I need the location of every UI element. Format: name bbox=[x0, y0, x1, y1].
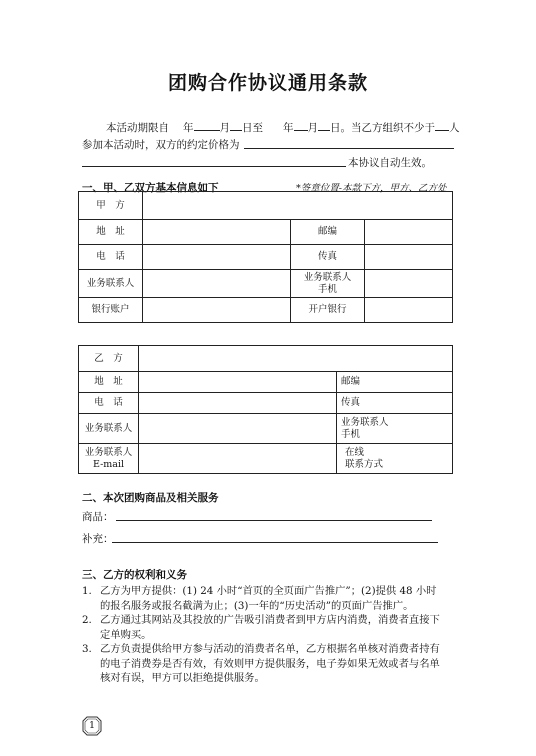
postcode-value[interactable] bbox=[365, 220, 453, 245]
contact-email-label: 业务联系人 E-mail bbox=[79, 444, 139, 474]
bank-label: 开户银行 bbox=[291, 298, 365, 323]
fax-value[interactable] bbox=[365, 245, 453, 270]
section-1-note: *签章位置-本款下方，甲方、乙方处 bbox=[296, 183, 447, 194]
fax-label: 传真 bbox=[337, 393, 453, 414]
blank-field[interactable] bbox=[318, 118, 330, 131]
section-1-heading: 一、甲、乙双方基本信息如下 bbox=[82, 182, 219, 194]
postcode-label: 邮编 bbox=[291, 220, 365, 245]
item-text: 乙方负责提供给甲方参与活动的消费者名单，乙方根据名单核对消费者持有 bbox=[100, 643, 440, 655]
address-label: 地 址 bbox=[79, 372, 139, 393]
person-label: 人 bbox=[449, 122, 460, 134]
party-b-value[interactable] bbox=[139, 346, 453, 372]
postcode-label: 邮编 bbox=[337, 372, 453, 393]
year-label: 年 bbox=[283, 122, 294, 134]
page-number-badge bbox=[82, 716, 102, 736]
contact-mobile-value[interactable] bbox=[365, 270, 453, 298]
list-item bbox=[82, 613, 472, 642]
item-text: 的电子消费券是否有效，有效则甲方提供服务，电子券如果无效或者与名单 bbox=[100, 657, 440, 670]
party-b-table bbox=[78, 345, 453, 474]
address-value[interactable] bbox=[139, 372, 337, 393]
contact-label: 业务联系人 bbox=[79, 270, 143, 298]
item-text: 乙方为甲方提供：(1) 24 小时“首页的全页面广告推广”；(2)提供 48 小时 bbox=[100, 585, 437, 597]
blank-field[interactable] bbox=[230, 118, 242, 131]
blank-field[interactable] bbox=[294, 118, 308, 131]
intro-line-1 bbox=[106, 118, 460, 137]
intro-text: 本活动期限自 bbox=[106, 122, 169, 134]
goods-blank-line[interactable] bbox=[116, 520, 432, 521]
contact-mobile-label: 业务联系人 手机 bbox=[337, 414, 453, 444]
intro-text: 日。当乙方组织不少于 bbox=[330, 122, 435, 134]
item-text: 的报名服务或报名截满为止；(3)一年的“历史活动”的页面广告推广。 bbox=[100, 599, 414, 612]
section-2-heading: 二、本次团购商品及相关服务 bbox=[82, 492, 219, 504]
address-label: 地 址 bbox=[79, 220, 143, 245]
item-number: 1. bbox=[82, 585, 92, 597]
blank-field[interactable] bbox=[194, 118, 220, 131]
intro-text: 参加本活动时，双方的约定价格为 bbox=[82, 139, 240, 151]
phone-label: 电 话 bbox=[79, 393, 139, 414]
item-text: 核对有误，甲方可以拒绝提供服务。 bbox=[100, 672, 265, 684]
list-item bbox=[82, 642, 472, 686]
contact-label: 业务联系人 bbox=[79, 414, 139, 444]
phone-label: 电 话 bbox=[79, 245, 143, 270]
party-a-table bbox=[78, 191, 453, 323]
party-a-value[interactable] bbox=[143, 192, 453, 220]
contact-value[interactable] bbox=[143, 270, 291, 298]
price-blank-line[interactable] bbox=[244, 148, 454, 149]
contact-mobile-label: 业务联系人 手机 bbox=[291, 270, 365, 298]
blank-field[interactable] bbox=[435, 118, 449, 131]
fax-label: 传真 bbox=[291, 245, 365, 270]
year-label: 年 bbox=[183, 122, 194, 134]
item-text: 定单购买。 bbox=[100, 628, 152, 641]
list-item bbox=[82, 584, 472, 613]
item-text: 乙方通过其网站及其投放的广告吸引消费者到甲方店内消费，消费者直接下 bbox=[100, 614, 440, 626]
page-title: 团购合作协议通用条款 bbox=[167, 72, 368, 94]
page-number: 1 bbox=[88, 720, 96, 731]
contact-email-value[interactable] bbox=[139, 444, 337, 474]
intro-text: 本协议自动生效。 bbox=[348, 157, 432, 169]
phone-value[interactable] bbox=[143, 245, 291, 270]
contact-value[interactable] bbox=[139, 414, 337, 444]
address-value[interactable] bbox=[143, 220, 291, 245]
intro-line-3 bbox=[348, 154, 432, 172]
supplement-blank-line[interactable] bbox=[112, 542, 438, 543]
goods-label: 商品： bbox=[82, 511, 114, 523]
bank-value[interactable] bbox=[365, 298, 453, 323]
supplement-label: 补充： bbox=[82, 533, 114, 545]
bank-account-label: 银行账户 bbox=[79, 298, 143, 323]
month-label: 月 bbox=[307, 122, 318, 134]
item-number: 3. bbox=[82, 643, 92, 655]
intro-line-2 bbox=[82, 136, 240, 154]
party-a-label: 甲 方 bbox=[79, 192, 143, 220]
item-number: 2. bbox=[82, 614, 92, 626]
price-blank-line-2[interactable] bbox=[82, 166, 346, 167]
online-contact-label: 在线 联系方式 bbox=[337, 444, 453, 474]
bank-account-value[interactable] bbox=[143, 298, 291, 323]
month-label: 月 bbox=[219, 122, 230, 134]
day-label: 日至 bbox=[242, 122, 263, 134]
party-b-label: 乙 方 bbox=[79, 346, 139, 372]
section-3-heading: 三、乙方的权利和义务 bbox=[82, 569, 187, 581]
phone-value[interactable] bbox=[139, 393, 337, 414]
